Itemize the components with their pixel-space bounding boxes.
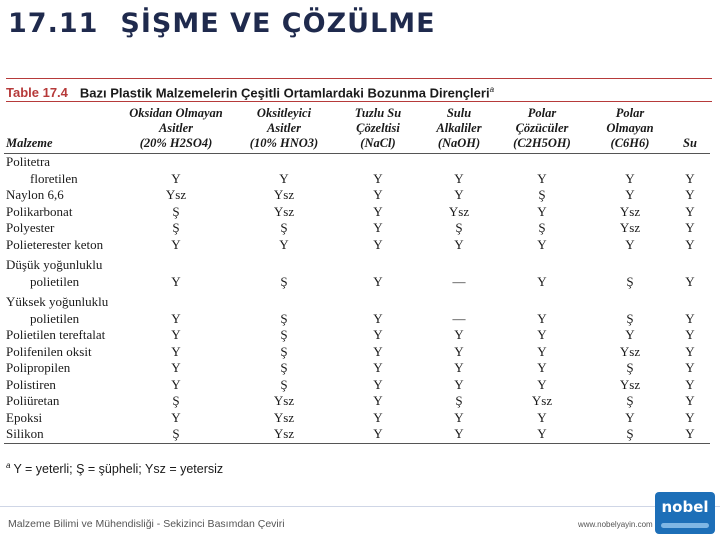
material-name: Polietilen tereftalat	[6, 327, 106, 342]
caption-footnote-mark: a	[489, 85, 495, 94]
rating-cell: Y	[424, 426, 494, 443]
table-row-label-line	[4, 253, 710, 274]
rating-cell: Ysz	[619, 376, 641, 392]
rating-cell: Y	[171, 360, 181, 375]
rating-cell: Y	[685, 220, 695, 235]
rating-cell: Ş	[538, 187, 546, 202]
material-name: Polieterester keton	[6, 236, 104, 252]
table-row	[4, 360, 710, 377]
empty-cell	[424, 290, 494, 311]
rating-cell: Ş	[280, 343, 288, 359]
rating-cell: Ş	[455, 220, 463, 235]
rating-cell: Ysz	[619, 220, 641, 235]
rating-cell: Y	[537, 343, 547, 359]
rating-cell: Y	[537, 170, 547, 186]
rating-cell: Y	[279, 170, 289, 186]
rating-cell: Y	[537, 327, 547, 342]
section-number: 17.11	[8, 8, 99, 39]
material-name: polietilen	[30, 273, 80, 289]
rating-cell: Ysz	[273, 393, 295, 408]
footnote-mark: a	[6, 461, 11, 470]
empty-cell	[590, 253, 670, 274]
book-title-footer: Malzeme Bilimi ve Mühendisliği - Sekizinci Basımdan Çeviri	[8, 518, 285, 530]
rating-cell: Ş	[626, 393, 634, 408]
rating-cell: Y	[494, 426, 590, 443]
rating-cell: Y	[373, 310, 383, 326]
rating-cell: Y	[454, 343, 464, 359]
rating-cell: Y	[373, 360, 383, 375]
rating-cell: Y	[171, 273, 181, 289]
rating-cell: Y	[373, 343, 383, 359]
rating-cell: Ş	[280, 376, 288, 392]
material-name-prefix: Politetra	[6, 154, 51, 169]
empty-cell	[670, 253, 710, 274]
rating-cell: Y	[332, 426, 424, 443]
table-row	[4, 311, 710, 328]
rating-cell: Ş	[590, 426, 670, 443]
material-name: Polikarbonat	[6, 203, 73, 219]
rating-cell: Y	[537, 376, 547, 392]
rating-cell: Y	[685, 376, 695, 392]
table-caption	[6, 78, 712, 102]
empty-cell	[116, 253, 236, 274]
table-row	[4, 377, 710, 394]
rating-cell: Ş	[455, 393, 463, 408]
rating-cell: Y	[171, 343, 181, 359]
rating-cell: Y	[373, 376, 383, 392]
rating-cell: Y	[685, 393, 695, 408]
material-name: Polifenilen oksit	[6, 343, 92, 359]
rating-cell: Ş	[626, 273, 634, 289]
header-material: Malzeme	[4, 106, 116, 154]
rating-cell: Y	[625, 170, 635, 186]
table-row	[4, 327, 710, 344]
rating-cell: Y	[685, 273, 695, 289]
table-row-label-line	[4, 290, 710, 311]
table-row	[4, 274, 710, 291]
table-row	[4, 204, 710, 221]
rating-cell: Y	[373, 236, 383, 252]
rating-cell: Y	[454, 170, 464, 186]
rating-cell: Y	[454, 327, 464, 342]
table-header-row	[4, 106, 710, 154]
empty-cell	[332, 253, 424, 274]
rating-cell: Ysz	[619, 203, 641, 219]
rating-cell: Y	[171, 236, 181, 252]
rating-cell: Ysz	[273, 203, 295, 219]
rating-cell: Y	[625, 187, 635, 202]
rating-cell: Ysz	[531, 393, 553, 408]
empty-cell	[236, 290, 332, 311]
rating-cell: Y	[454, 360, 464, 375]
material-name: polietilen	[30, 310, 80, 326]
rating-cell: Ş	[116, 426, 236, 443]
rating-cell: Y	[685, 236, 695, 252]
rating-cell: Y	[373, 393, 383, 408]
material-name: Silikon	[4, 426, 116, 443]
rating-cell: Y	[454, 236, 464, 252]
rating-cell: Y	[373, 327, 383, 342]
header-col-7: Su	[670, 106, 710, 154]
rating-cell: Ş	[280, 360, 288, 375]
rating-cell: Ş	[172, 203, 180, 219]
rating-cell: Y	[537, 360, 547, 375]
rating-cell: —	[452, 273, 466, 289]
rating-cell: Ysz	[165, 187, 187, 202]
table-footnote	[6, 461, 223, 476]
table-row	[4, 410, 710, 427]
empty-cell	[236, 154, 332, 171]
material-name: Naylon 6,6	[6, 187, 64, 202]
rating-cell: Y	[373, 409, 383, 425]
rating-cell: Y	[454, 187, 464, 202]
rating-cell: Y	[685, 203, 695, 219]
table-row	[4, 393, 710, 410]
rating-cell: Y	[537, 203, 547, 219]
rating-cell: Y	[171, 409, 181, 425]
rating-cell: Y	[171, 327, 181, 342]
rating-cell: Y	[537, 310, 547, 326]
table-row	[4, 187, 710, 204]
table-title: Bazı Plastik Malzemelerin Çeşitli Ortamlardaki Bozunma Dirençleri	[79, 85, 490, 101]
table-row	[4, 237, 710, 254]
rating-cell: Y	[685, 343, 695, 359]
material-name: Polyester	[6, 220, 55, 235]
rating-cell: Y	[685, 170, 695, 186]
header-col-5: Polar Çözücüler (C2H5OH)	[494, 106, 590, 154]
rating-cell: Y	[685, 327, 695, 342]
material-name: Poliüretan	[6, 393, 60, 408]
rating-cell: —	[452, 310, 466, 326]
rating-cell: Ş	[280, 273, 288, 289]
table-row-label-line	[4, 154, 710, 171]
rating-cell: Y	[373, 170, 383, 186]
empty-cell	[332, 290, 424, 311]
rating-cell: Ş	[280, 310, 288, 326]
table-row	[4, 426, 710, 443]
resistance-table	[4, 106, 710, 444]
empty-cell	[116, 290, 236, 311]
rating-cell: Y	[537, 273, 547, 289]
rating-cell: Y	[373, 203, 383, 219]
rating-cell: Ysz	[273, 409, 295, 425]
empty-cell	[494, 253, 590, 274]
empty-cell	[116, 154, 236, 171]
material-name: Epoksi	[6, 409, 43, 425]
header-col-6: Polar Olmayan (C6H6)	[590, 106, 670, 154]
slide-title	[8, 8, 436, 39]
rating-cell: Y	[373, 187, 383, 202]
footnote-text: Y = yeterli; Ş = şüpheli; Ysz = yetersiz	[13, 462, 224, 477]
rating-cell: Ş	[626, 360, 634, 375]
empty-cell	[236, 253, 332, 274]
footer-divider	[0, 506, 720, 507]
empty-cell	[424, 253, 494, 274]
publisher-url[interactable]: www.nobelyayin.com	[578, 520, 653, 529]
rating-cell: Y	[373, 273, 383, 289]
rating-cell: Y	[537, 409, 547, 425]
rating-cell: Y	[537, 236, 547, 252]
header-col-2: Oksitleyici Asitler (10% HNO3)	[236, 106, 332, 154]
rating-cell: Ysz	[448, 203, 470, 219]
rating-cell: Y	[685, 409, 695, 425]
empty-cell	[590, 154, 670, 171]
material-name-prefix: Düşük yoğunluklu	[6, 257, 103, 272]
table-row	[4, 344, 710, 361]
table-body	[4, 154, 710, 444]
rating-cell: Y	[279, 236, 289, 252]
empty-cell	[670, 154, 710, 171]
rating-cell: Y	[625, 327, 635, 342]
rating-cell: Ş	[280, 327, 288, 342]
rating-cell: Ş	[538, 220, 546, 235]
empty-cell	[494, 290, 590, 311]
material-name: floretilen	[30, 170, 78, 186]
rating-cell: Ysz	[236, 426, 332, 443]
empty-cell	[494, 154, 590, 171]
rating-cell: Y	[171, 170, 181, 186]
header-col-3: Tuzlu Su Çözeltisi (NaCl)	[332, 106, 424, 154]
rating-cell: Ş	[172, 393, 180, 408]
material-name: Polistiren	[6, 376, 56, 392]
publisher-logo: nobel	[655, 492, 715, 534]
header-col-1: Oksidan Olmayan Asitler (20% H2SO4)	[116, 106, 236, 154]
rating-cell: Y	[670, 426, 710, 443]
empty-cell	[590, 290, 670, 311]
rating-cell: Y	[454, 409, 464, 425]
rating-cell: Y	[454, 376, 464, 392]
rating-cell: Ş	[172, 220, 180, 235]
table-row	[4, 171, 710, 188]
rating-cell: Ş	[280, 220, 288, 235]
rating-cell: Y	[685, 310, 695, 326]
rating-cell: Y	[171, 376, 181, 392]
header-col-4: Sulu Alkaliler (NaOH)	[424, 106, 494, 154]
rating-cell: Y	[171, 310, 181, 326]
rating-cell: Y	[625, 236, 635, 252]
section-title: ŞİŞME VE ÇÖZÜLME	[120, 8, 436, 39]
rating-cell: Ysz	[619, 343, 641, 359]
empty-cell	[670, 290, 710, 311]
rating-cell: Ysz	[273, 187, 295, 202]
empty-cell	[332, 154, 424, 171]
table-label: Table 17.4	[6, 85, 68, 101]
material-name-prefix: Yüksek yoğunluklu	[6, 294, 109, 309]
table-row	[4, 220, 710, 237]
empty-cell	[424, 154, 494, 171]
rating-cell: Y	[625, 409, 635, 425]
rating-cell: Y	[373, 220, 383, 235]
rating-cell: Y	[685, 360, 695, 375]
rating-cell: Ş	[626, 310, 634, 326]
rating-cell: Y	[685, 187, 695, 202]
material-name: Polipropilen	[6, 360, 71, 375]
